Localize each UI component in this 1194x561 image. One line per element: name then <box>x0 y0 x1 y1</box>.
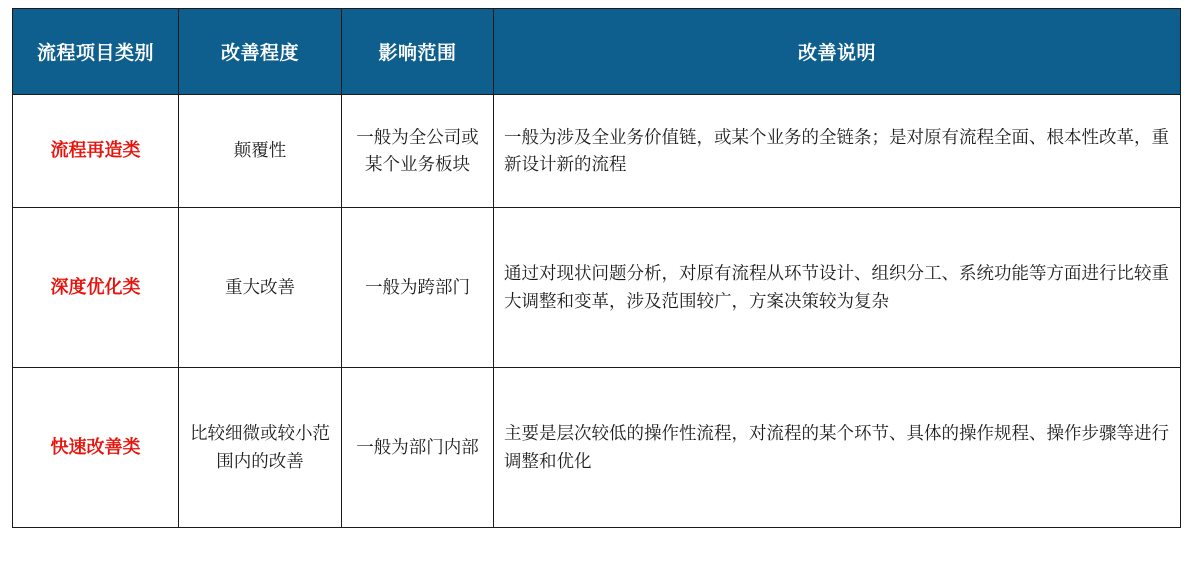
cell-category: 深度优化类 <box>13 208 179 368</box>
table-header <box>13 9 1181 95</box>
cell-scope: 一般为部门内部 <box>342 368 494 528</box>
column-header-scope: 影响范围 <box>342 9 494 95</box>
table-row <box>13 95 1181 208</box>
table-header-row <box>13 9 1181 95</box>
process-improvement-table <box>12 8 1181 528</box>
column-header-category: 流程项目类别 <box>13 9 179 95</box>
table-row <box>13 208 1181 368</box>
cell-degree: 重大改善 <box>179 208 342 368</box>
column-header-degree: 改善程度 <box>179 9 342 95</box>
cell-description: 主要是层次较低的操作性流程，对流程的某个环节、具体的操作规程、操作步骤等进行调整和优化 <box>494 368 1181 528</box>
table-body <box>13 95 1181 528</box>
cell-degree: 比较细微或较小范围内的改善 <box>179 368 342 528</box>
cell-description: 一般为涉及全业务价值链，或某个业务的全链条；是对原有流程全面、根本性改革，重新设计新的流程 <box>494 95 1181 208</box>
cell-category: 流程再造类 <box>13 95 179 208</box>
document-page <box>0 8 1194 561</box>
column-header-description: 改善说明 <box>494 9 1181 95</box>
table-row <box>13 368 1181 528</box>
cell-scope: 一般为跨部门 <box>342 208 494 368</box>
cell-description: 通过对现状问题分析，对原有流程从环节设计、组织分工、系统功能等方面进行比较重大调整和变革，涉及范围较广，方案决策较为复杂 <box>494 208 1181 368</box>
cell-category: 快速改善类 <box>13 368 179 528</box>
cell-degree: 颠覆性 <box>179 95 342 208</box>
cell-scope: 一般为全公司或某个业务板块 <box>342 95 494 208</box>
